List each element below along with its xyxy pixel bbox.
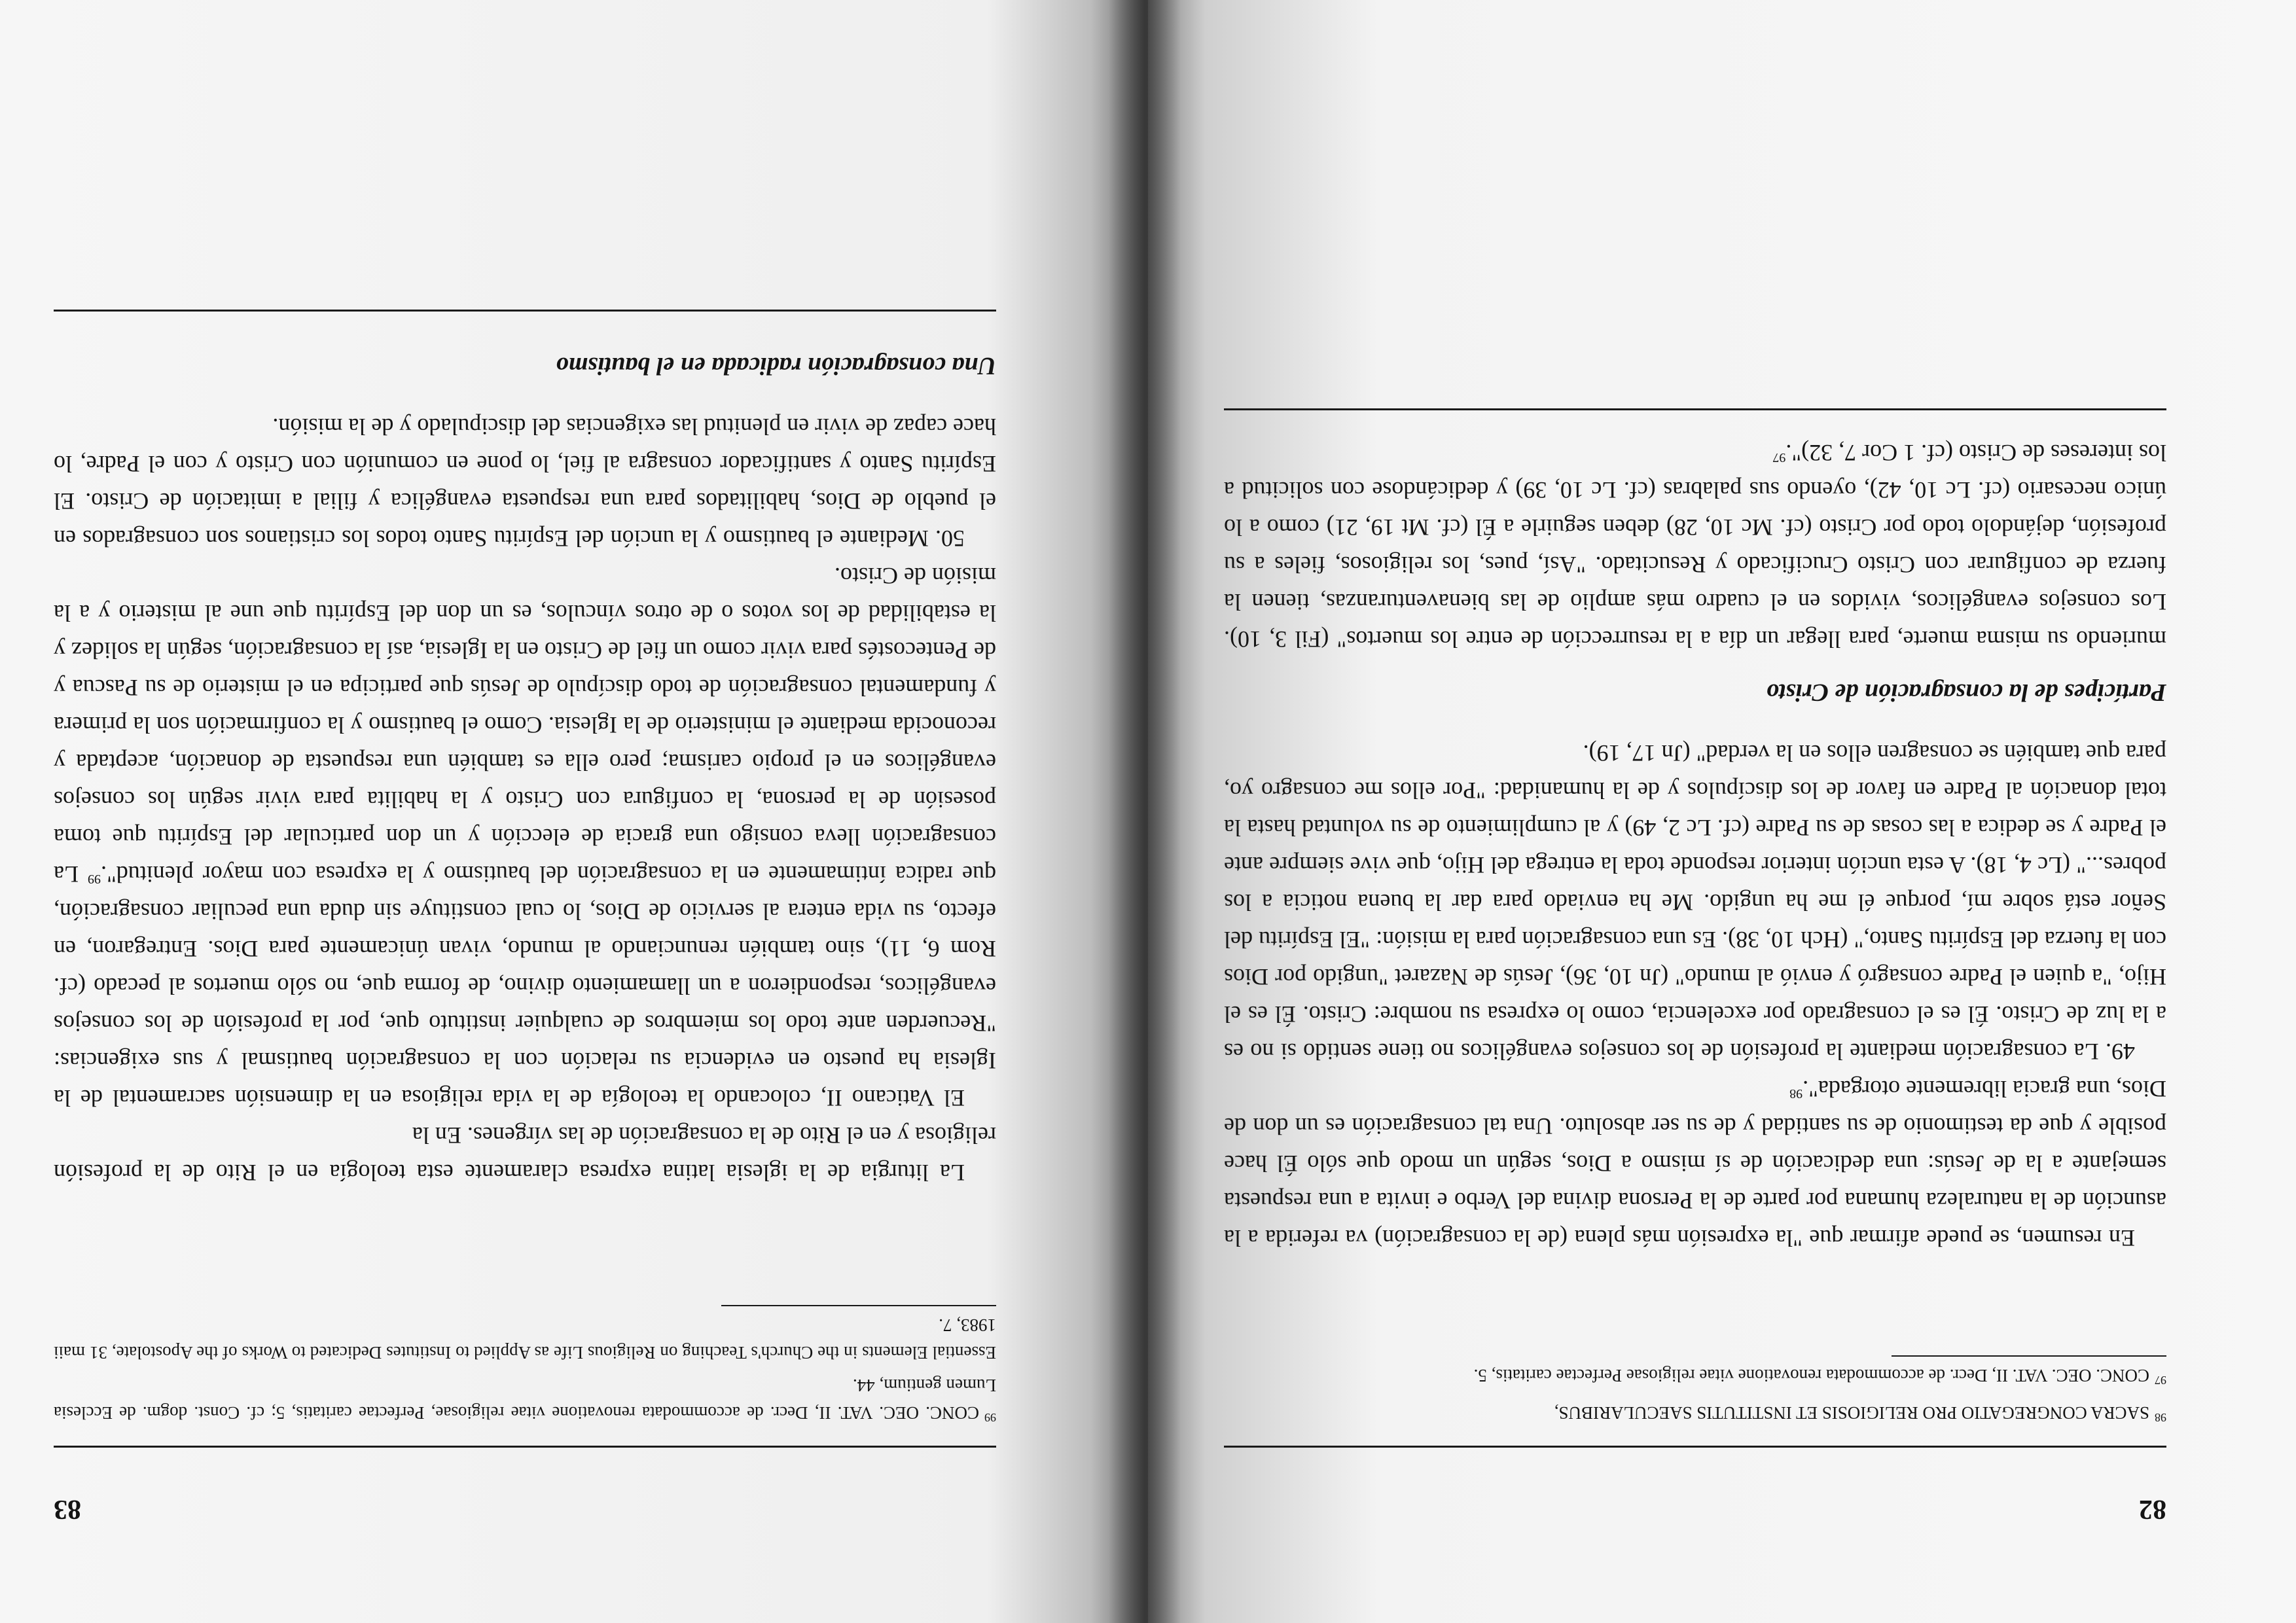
paragraph-resumen: En resumen, se puede afirmar que "la expresión más plena (de la consagración) va referida a la asunción de la naturaleza humana por parte de la Persona divina del Verbo e invita a una respuesta semejante a la de Jesús: una dedicación de sí mismo a Dios, según un modo que sólo Él hace posible y que da testimonio de su santidad y de su ser absoluto. Una tal consagración es un don de Dios, una gracia libremente otorgada".$^{98}$ xyxy=(1224,1076,2166,1251)
paragraph-vaticano: El Vaticano II, colocando la teología de la vida religiosa en la dimensión sacramental de la Iglesia ha puesto en evidencia su relación con la consagración bautismal y sus exigencias: "Recuerden ante todo los miembros de cualquier instituto que, por la profesión de los consejos evangélicos, respondieron a un llamamiento divino, de forma que, no sólo muertos al pecado (cf. Rom 6, 11), sino también renunciando al mundo, vivan únicamente para Dios. Entregaron, en efecto, su vida entera al servicio de Dios, lo cual constituye sin duda una peculiar consagración, que radica íntimamente en la consagración del bautismo y la expresa con mayor plenitud".$^{99}$ La consagración lleva consigo una gracia de elección y un don particular del Espíritu que toma posesión de la persona, la configura con Cristo y la habilita para vivir según los consejos evangélicos en el propio carisma; pero ella es también una respuesta de donación, aceptada y reconocida mediante el ministerio de la Iglesia. Como el bautismo y la confirmación son la primera y fundamental consagración de todo discípulo de Jesús que participa en el misterio de su Pascua y de Pentecostés para vivir como un fiel de Cristo en la Iglesia, así la consagración, según la solidez y la estabilidad de los votos o de otros vínculos, es un don del Espíritu que une al misterio y a la misión de Cristo. xyxy=(54,563,996,1111)
paragraph-50: 50. Mediante el bautismo y la unción del Espíritu Santo todos los cristianos son consagrados en el pueblo de Dios, habilitados para una respuesta evangélica y filial a imitación de Cristo. El Espíritu Santo y santificador consagra al fiel, lo pone en comunión con Cristo y con el Padre, lo hace capaz de vivir en plenitud las exigencias del discipulado y de la misión. xyxy=(54,414,996,552)
top-rule-right xyxy=(54,310,996,312)
page-number-right: 83 xyxy=(54,1494,81,1524)
footnote-rule-top xyxy=(54,1446,996,1448)
right-body xyxy=(54,310,996,1191)
gutter-shadow xyxy=(1109,0,1181,1623)
footnote-98: $^{98}$SACRA CONGREGATIO PRO RELIGIOSIS ET INSTITUTIS SAECULARIBUS, xyxy=(1554,1403,2166,1424)
top-rule-left xyxy=(1224,408,2166,410)
left-page-top-block xyxy=(1224,1486,2166,1525)
footnote-97: $^{97}$CONC. OEC. VAT. II, Decr. de accommodata renovatione vitae religiosae Perfectae caritatis, 5. xyxy=(1473,1366,2166,1387)
paragraph-49: 49. La consagración mediante la profesión de los consejos evangélicos no tiene sentido si no es a la luz de Cristo. Él es el consagrado por excelencia, como lo expresa su nombre: Cristo. Él es el Hijo, "a quien el Padre consagró y envió al mundo" (Jn 10, 36), Jesús de Nazaret "ungido por Dios con la fuerza del Espíritu Santo," (Hch 10, 38). Es una consagración para la misión: "El Espíritu del Señor está sobre mí, porque él me ha ungido. Me ha enviado para dar la buena noticia a los pobres..." (Lc 4, 18). A esta unción interior responde toda la entrega del Hijo, que vive siempre ante el Padre y se dedica a las cosas de su Padre (cf. Lc 2, 49) y al cumplimiento de su voluntad hasta la total donación al Padre en favor de los discípulos y de la humanidad: "Por ellos me consagro yo, para que también se consagren ellos en la verdad" (Jn 17, 19). xyxy=(1224,740,2166,1065)
right-footnotes xyxy=(54,1305,996,1448)
footnote-separator xyxy=(1892,1355,2166,1357)
footnote-essential-elements: Essential Elements in the Church's Teaching on Religious Life as Applied to Institutes Dedicated to Works of the Apostolate, 31 maii 1983, 7. xyxy=(54,1315,996,1363)
right-page-top-block xyxy=(54,1486,996,1525)
footnote-rule-top xyxy=(1224,1446,2166,1448)
footnote-separator xyxy=(721,1305,996,1306)
paragraph-continued: muriendo su misma muerte, para llegar un día a la resurrección de entre los muertos" (Fil 3, 10). Los consejos evangélicos, vividos en el cuadro más amplio de las bienaventuranzas, tienen la fuerza de configurar con Cristo Crucificado y Resucitado. "Así, pues, los religiosos, fieles a su profesión, dejándolo todo por Cristo (cf. Mc 10, 28) deben seguirle a Él (cf. Mt 19, 21) como a lo único necesario (cf. Lc 10, 42), oyendo sus palabras (cf. Lc 10, 39) y dedicándose con solicitud a los intereses de Cristo (cf. 1 Cor 7, 32)".$^{97}$ xyxy=(1224,440,2166,652)
footnote-99: $^{99}$CONC. OEC. VAT. II, Decr. de accommodata renovatione vitae religiosae, Perfectae caritatis, 5; cf. Const. dogm. de Ecclesia Lumen gentium, 44. xyxy=(54,1376,996,1424)
left-body xyxy=(1224,408,2166,1257)
left-footnotes xyxy=(1224,1355,2166,1448)
left-page xyxy=(1148,0,2296,1623)
paragraph-liturgia: La liturgia de la iglesia latina expresa claramente esta teología en el Rito de la profesión religiosa y en el Rito de la consagración de las vírgenes. En la xyxy=(54,1122,996,1186)
section-heading-participes: Partícipes de la consagración de Cristo xyxy=(1766,679,2166,706)
section-heading-bautismo: Una consagración radicada en el bautismo xyxy=(556,352,996,380)
page-number-left: 82 xyxy=(2139,1494,2166,1524)
